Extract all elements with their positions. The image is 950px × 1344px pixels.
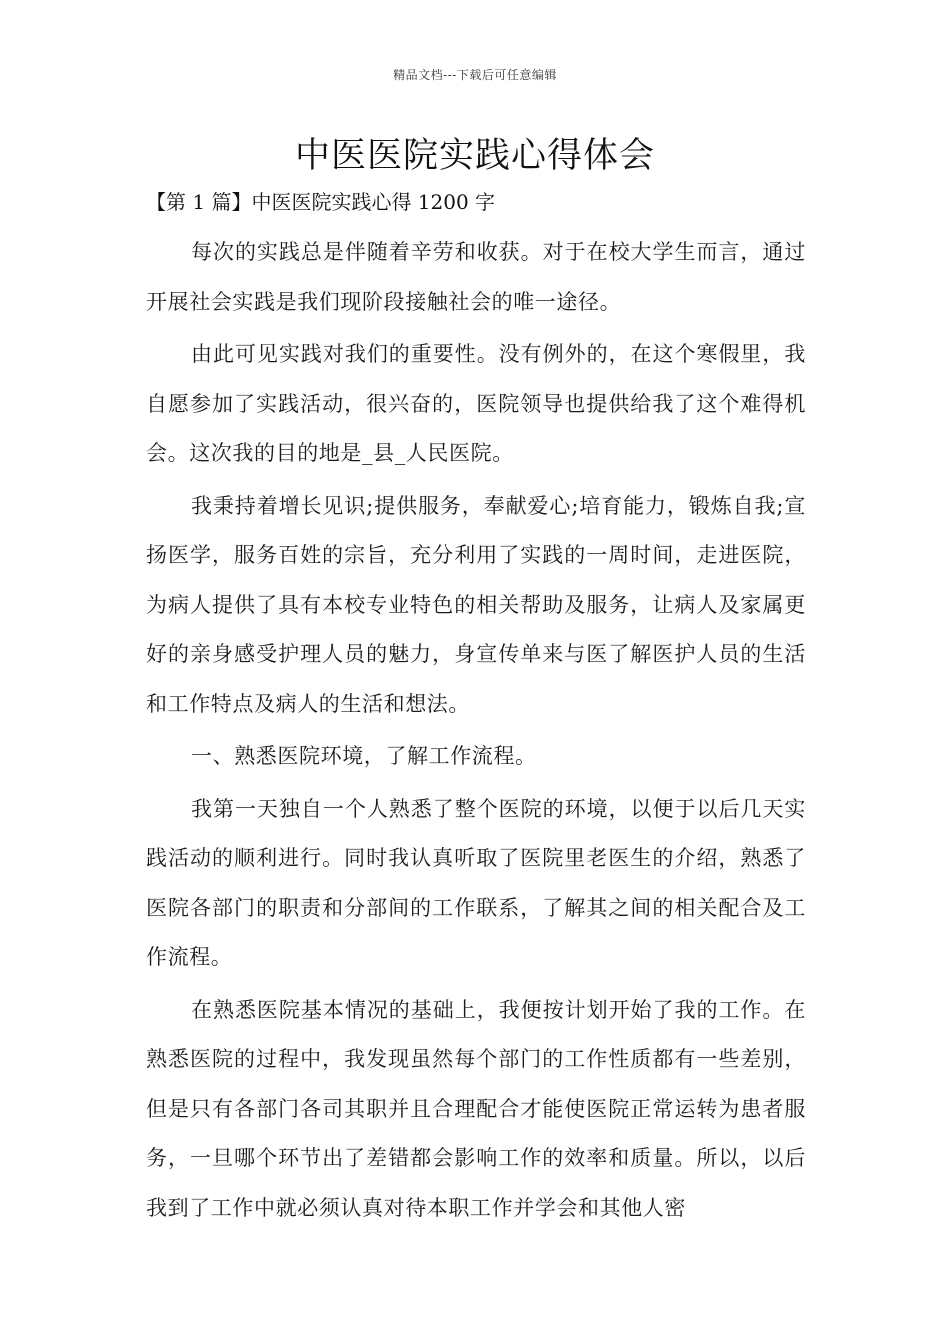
section-heading: 一、熟悉医院环境，了解工作流程。: [191, 744, 537, 768]
paragraph: 由此可见实践对我们的重要性。没有例外的，在这个寒假里，我自愿参加了实践活动，很兴奋的，医院领导也提供给我了这个难得机会。这次我的目的地是_县_人民医院。: [146, 342, 806, 465]
document-body: [146, 228, 806, 1236]
paragraph: 每次的实践总是伴随着辛劳和收获。对于在校大学生而言，通过开展社会实践是我们现阶段接触社会的唯一途径。: [146, 240, 806, 314]
paragraph: 我第一天独自一个人熟悉了整个医院的环境，以便于以后几天实践活动的顺利进行。同时我认真听取了医院里老医生的介绍，熟悉了医院各部门的职责和分部间的工作联系，了解其之间的相关配合及工作流程。: [146, 796, 806, 969]
document-title: 中医医院实践心得体会: [294, 136, 655, 176]
paragraph: 我秉持着增长见识;提供服务，奉献爱心;培育能力，锻炼自我;宣扬医学，服务百姓的宗旨，充分利用了实践的一周时间，走进医院，为病人提供了具有本校专业特色的相关帮助及服务，让病人及家属更好的亲身感受护理人员的魅力，身宣传单来与医了解医护人员的生活和工作特点及病人的生活和想法。: [146, 493, 806, 716]
header-note: 精品文档---下载后可任意编辑: [393, 68, 557, 82]
paragraph: 在熟悉医院基本情况的基础上，我便按计划开始了我的工作。在熟悉医院的过程中，我发现虽然每个部门的工作性质都有一些差别，但是只有各部门各司其职并且合理配合才能使医院正常运转为患者服务，一旦哪个环节出了差错都会影响工作的效率和质量。所以，以后我到了工作中就必须认真对待本职工作并学会和其他人密: [146, 997, 806, 1220]
section-subheading: 【第 1 篇】中医医院实践心得 1200 字: [146, 190, 496, 214]
